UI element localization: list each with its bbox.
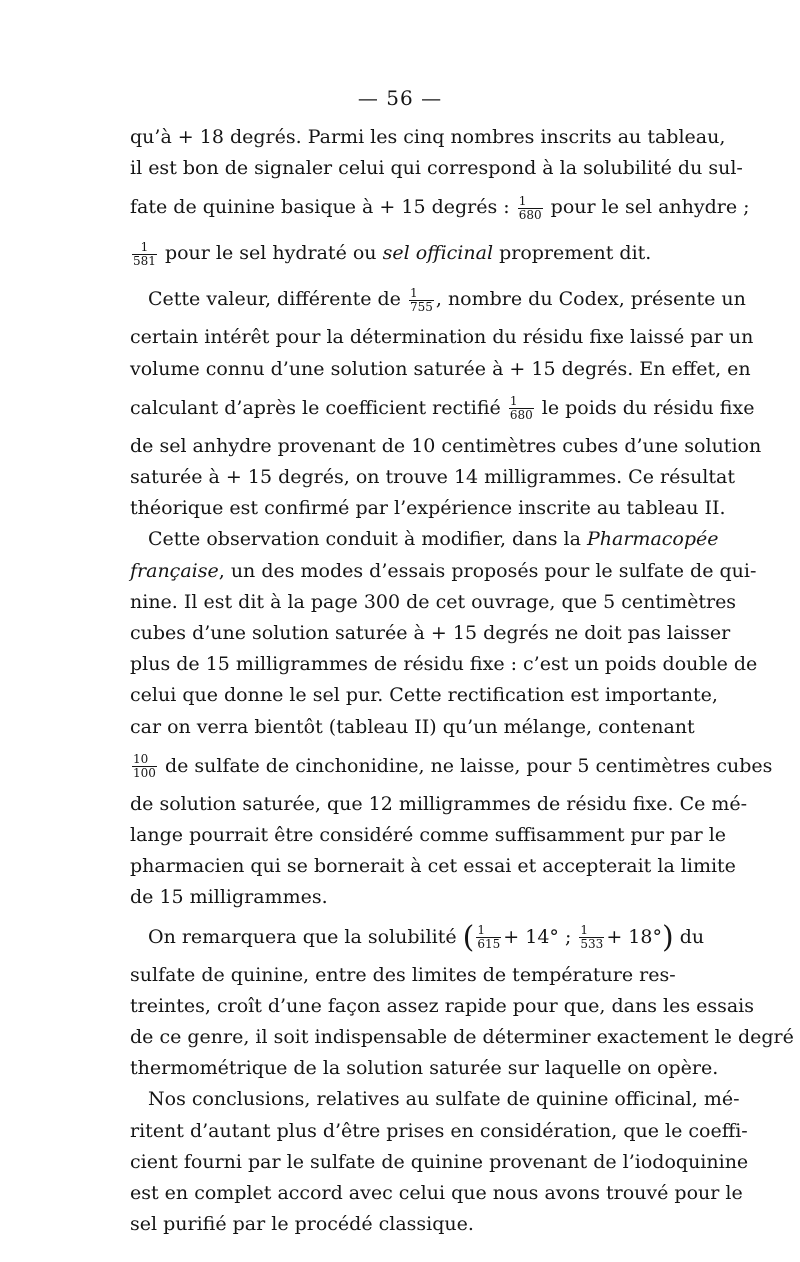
italic-term: sel officinal (382, 242, 494, 265)
text-line (130, 914, 705, 960)
formula (462, 919, 674, 955)
text-line: car on verra bientôt (tableau II) qu’un mélange, contenant (130, 715, 695, 738)
fraction-denominator: 100 (133, 766, 156, 781)
text-line (130, 524, 719, 555)
line-text: Cette valeur, différente de (148, 288, 401, 311)
fraction-numerator: 1 (132, 241, 157, 255)
text-line: pharmacien qui se bornerait à cet essai et accepterait la limite (130, 855, 736, 878)
text-line: thermométrique de la solution saturée sur laquelle on opère. (130, 1057, 719, 1080)
formula-term: + 14° ; (503, 925, 572, 948)
text-line: treintes, croît d’une façon assez rapide pour que, dans les essais (130, 994, 755, 1017)
text-line: plus de 15 milligrammes de résidu fixe : c’est un poids double de (130, 653, 758, 676)
text-line: cient fourni par le sulfate de quinine provenant de l’iodoquinine (130, 1150, 749, 1173)
text-line (130, 276, 746, 322)
text-line: de solution saturée, que 12 milligrammes de résidu fixe. Ce mé- (130, 792, 748, 815)
text-line (130, 556, 757, 587)
line-text: calculant d’après le coefficient rectifié (130, 396, 501, 419)
fraction (409, 287, 434, 314)
fraction-denominator: 615 (477, 937, 501, 952)
fraction (518, 195, 543, 222)
body-text (130, 122, 794, 1240)
italic-term: Pharmacopée (587, 528, 719, 551)
text-line: sulfate de quinine, entre des limites de température res- (130, 963, 676, 986)
text-line (130, 184, 750, 230)
line-text: proprement dit. (499, 242, 652, 265)
text-line: de sel anhydre provenant de 10 centimètres cubes d’une solution (130, 434, 762, 457)
line-text: , un des modes d’essais proposés pour le sulfate de qui- (218, 559, 757, 582)
fraction-denominator: 755 (409, 299, 433, 314)
fraction-numerator: 1 (509, 395, 534, 409)
text-line: celui que donne le sel pur. Cette rectification est importante, (130, 684, 718, 707)
text-line: de ce genre, il soit indispensable de déterminer exactement le degré (130, 1026, 794, 1049)
line-text: du (679, 925, 705, 948)
line-text: Cette observation conduit à modifier, dans la (148, 528, 581, 551)
text-line (130, 743, 773, 789)
fraction-numerator: 1 (579, 924, 604, 938)
line-text: , nombre du Codex, présente un (435, 288, 746, 311)
text-line: est en complet accord avec celui que nous avons trouvé pour le (130, 1182, 743, 1205)
line-text: pour le sel hydraté ou (164, 242, 377, 265)
text-line: de 15 milligrammes. (130, 886, 328, 909)
fraction-denominator: 533 (580, 937, 604, 952)
open-parenthesis: ( (462, 919, 475, 955)
text-line (130, 385, 755, 431)
fraction-numerator: 1 (409, 287, 434, 301)
close-parenthesis: ) (661, 919, 674, 955)
fraction (579, 924, 604, 951)
italic-term: française (130, 559, 219, 582)
text-line: nine. Il est dit à la page 300 de cet ouvrage, que 5 centimètres (130, 590, 737, 613)
text-line: sel purifié par le procédé classique. (130, 1213, 474, 1236)
text-line: certain intérêt pour la détermination du résidu fixe laissé par un (130, 326, 754, 349)
text-line: ritent d’autant plus d’être prises en considération, que le coeffi- (130, 1119, 748, 1142)
text-line: saturée à + 15 degrés, on trouve 14 milligrammes. Ce résultat (130, 466, 735, 489)
text-line: théorique est confirmé par l’expérience inscrite au tableau II. (130, 497, 726, 520)
text-line: il est bon de signaler celui qui correspond à la solubilité du sul- (130, 157, 743, 180)
line-text: le poids du résidu fixe (541, 396, 755, 419)
formula-term: + 18° (606, 925, 662, 948)
fraction (509, 395, 534, 422)
text-line: qu’à + 18 degrés. Parmi les cinq nombres inscrits au tableau, (130, 126, 726, 148)
text-line: lange pourrait être considéré comme suffisamment pur par le (130, 824, 727, 847)
fraction-numerator: 10 (132, 753, 157, 767)
text-line (130, 230, 670, 276)
line-text: fate de quinine basique à + 15 degrés : (130, 196, 510, 219)
text-line: volume connu d’une solution saturée à + 15 degrés. En effet, en (130, 357, 751, 380)
fraction (132, 753, 157, 780)
fraction-denominator: 581 (133, 253, 156, 268)
line-text: de sulfate de cinchonidine, ne laisse, pour 5 centimètres cubes (164, 754, 773, 777)
fraction-denominator: 680 (509, 408, 533, 423)
fraction-numerator: 1 (476, 924, 501, 938)
fraction-numerator: 1 (518, 195, 543, 209)
text-line: Nos conclusions, relatives au sulfate de quinine officinal, mé- (148, 1088, 740, 1111)
fraction (132, 241, 157, 268)
fraction (476, 924, 501, 951)
text-line: cubes d’une solution saturée à + 15 degrés ne doit pas laisser (130, 622, 731, 645)
page-number: — 56 — (357, 86, 443, 110)
line-text: On remarquera que la solubilité (148, 925, 457, 948)
line-text: pour le sel anhydre ; (550, 196, 750, 219)
fraction-denominator: 680 (518, 207, 542, 222)
